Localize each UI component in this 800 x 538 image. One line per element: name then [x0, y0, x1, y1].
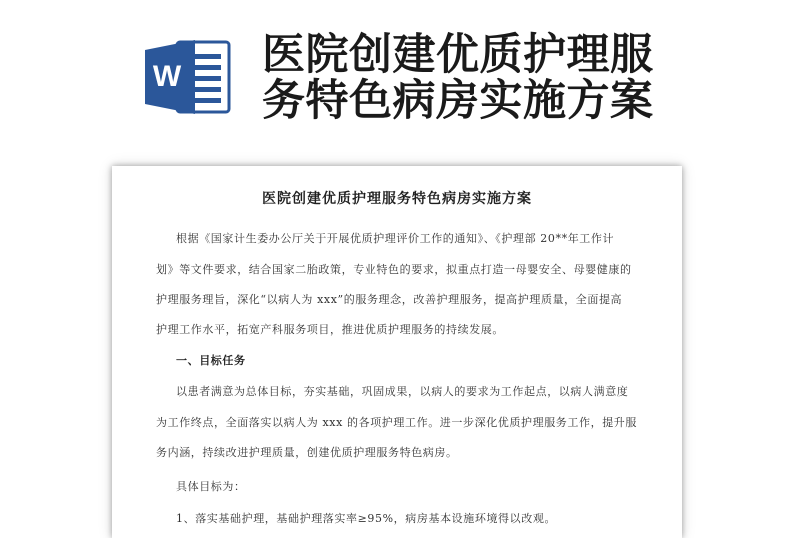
banner — [0, 0, 800, 150]
banner-title-line-2: 务特色病房实施方案 — [262, 76, 654, 126]
banner-title — [262, 32, 792, 124]
document-page — [112, 166, 682, 538]
banner-title-line-1: 医院创建优质护理服 — [262, 30, 654, 80]
paragraph-line: 划》等文件要求，结合国家二胎政策，专业特色的要求，拟重点打造一母婴安全、母婴健康的 — [156, 263, 632, 276]
section-heading: 一、目标任务 — [176, 354, 246, 367]
paragraph-line: 护理工作水平，拓宽产科服务项目，推进优质护理服务的持续发展。 — [156, 323, 504, 336]
list-item: 1、落实基础护理，基础护理落实率≥95%，病房基本设施环境得以改观。 — [176, 512, 557, 525]
paragraph-line: 护理服务理旨，深化“以病人为 xxx”的服务理念，改善护理服务，提高护理质量，全面提高 — [156, 293, 623, 306]
paragraph-line: 务内涵，持续改进护理质量，创建优质护理服务特色病房。 — [156, 446, 458, 459]
paragraph-line: 根据《国家计生委办公厅关于开展优质护理评价工作的通知》、《护理部 20**年工作计 — [176, 232, 615, 245]
paragraph-line: 为工作终点，全面落实以病人为 xxx 的各项护理工作。进一步深化优质护理服务工作，提升服 — [156, 416, 638, 429]
paragraph-line: 具体目标为： — [176, 480, 246, 493]
microsoft-word-icon — [143, 38, 231, 116]
word-icon-letter: W — [152, 60, 182, 93]
paragraph-line: 以患者满意为总体目标，夯实基础，巩固成果，以病人的要求为工作起点，以病人满意度 — [176, 385, 629, 398]
document-title: 医院创建优质护理服务特色病房实施方案 — [262, 191, 532, 207]
